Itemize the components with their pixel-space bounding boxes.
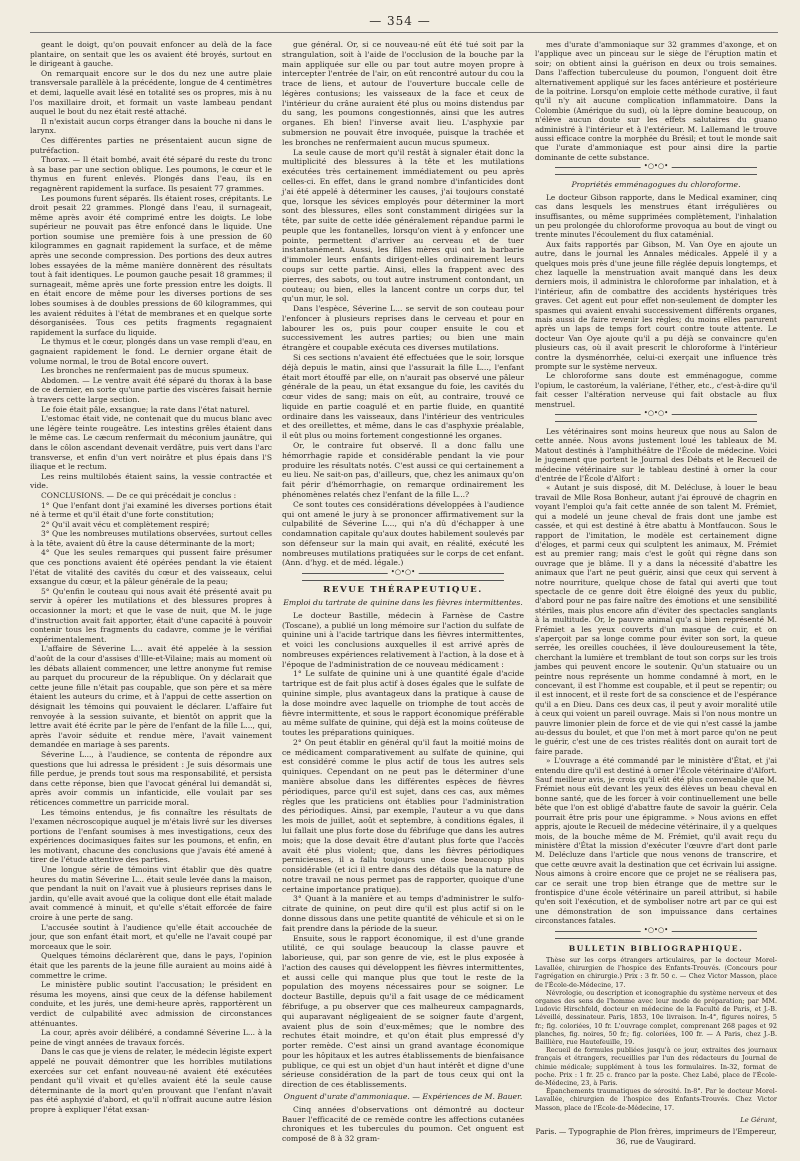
paragraph: 2° Qu'il avait vécu et complètement respiré; (41, 519, 210, 529)
paragraph: 3° Que les nombreuses mutilations observées, surtout celles à la tête, avaient dû être la cause déterminante de la mort; (30, 529, 272, 548)
article-chloroforme (535, 193, 777, 409)
paragraph: Le thymus et le cœur, plongés dans un vase rempli d'eau, en gagnaient rapidement le fond. Le dernier organe était de volume normal, le trou de Botal encore ouvert. (30, 337, 272, 366)
paragraph: Recueil de formules publiées jusqu'à ce jour, extraites des journaux français et étrangers, recueillies par l'un des rédacteurs du Journal de chimie médicale; supplément à tous les formulaires. In-32, format de poche. Prix : 1 fr. 25 c. franco par la poste. Chez Labé, place de l'École-de-Médecine, 23, à Paris. (535, 1046, 777, 1088)
paragraph: « Autant je suis disposé, dit M. Delécluse, à louer le beau travail de Mlle Rosa Bonheur, autant j'ai éprouvé de chagrin en voyant l'emploi qu'a fait cette année de son talent M. Frémiet, qui a modelé un jeune cheval de frais dont une jambe est cassée, et qui est destiné à être abattu à Montfaucon. Sous le rapport de l'imitation, le modèle est certainement digne d'éloges, et parmi ceux qui sculptent les animaux, M. Frémiet est au premier rang; mais c'est le goût qui règne dans son ouvrage que je blâme. Il y a dans la nécessité d'abattre les animaux que l'art ne peut guérir, ainsi que ceux qui servent à notre nourriture, quelque chose de fatal qui averti que tout spectacle de ce genre doit être éloigné des yeux du public, d'abord pour ne pas faire naître des émotions et une sensibilité stériles, mais plus encore afin d'éviter des spectacles sanglants à la multitude. Or, le pauvre animal qu'a si bien représenté M. Frémiet a les yeux couverts d'un masque de cuir, et on s'aperçoit par sa longe comme pour éviter son sort, la queue serrée, les oreilles couchées, il lève douloureusement la tête, cherchant la lumière et tremblant de tout son corps sur les trois jambes qui peuvent encore le soutenir. Qu'un statuaire ou un peintre nous représente un homme condamné à mort, en le concevant, il est l'homme est coupable, et il peut se repentir; ou il est innocent, et il reste fort de sa conscience et de l'espérance qu'il a en Dieu. Dans ces deux cas, il peut y avoir moralité utile à ceux qui voient un pareil ouvrage. Mais si l'on nous montre un pauvre limonier plein de force et de vie qui n'est cassé la jambe au-dessus du boulet, et que l'on met à mort parce qu'on ne peut le guérir, c'est une de ces tristes réalités dont on aurait tort de faire parade. (535, 483, 777, 756)
article-onguent-continued (535, 40, 777, 162)
paragraph: mes d'urate d'ammoniaque sur 32 grammes d'axonge, et on l'applique avec un pinceau sur le siège de l'éruption matin et soir; on obtient ainsi la guérison en deux ou trois semaines. Dans l'affection tuberculeuse du poumon, l'onguent doit être alternativement appliqué sur les faces antérieure et postérieure de la poitrine. Lorsqu'on emploie cette méthode curative, il faut qu'il n'y ait aucune complication inflammatoire. Dans la Colombie (Amérique du sud), où la lèpre domine beaucoup, on n'élève aucun doute sur les effets salutaires du guano administré à l'intérieur et à l'extérieur. M. Lallemand le trouve aussi efficace contre la morphée du Brésil; et tout le monde sait que l'urate d'ammoniaque est pour ainsi dire la partie dominante de cette substance. (535, 40, 777, 162)
paragraph: On remarquait encore sur le dos du nez une autre plaie transversale parallèle à la précédente, longue de 4 centimètres et demi, laquelle avait lésé en totalité ses os propres, mis à nu l'os maxillaire droit, et formait un vaste lambeau pendant auquel le bout du nez était resté attaché. (30, 68, 272, 117)
article-continuation (282, 40, 524, 568)
paragraph: 3° Quant à la manière et au temps d'administrer le sulfo-citrate de quinine, on peut dire qu'il est plus actif si on le donne dissous dans une petite quantité de véhicule et si on le fait prendre dans la période de la sueur. (282, 894, 524, 933)
paragraph: 4° Que les seules remarques qui pussent faire présumer que ces ponctions avaient été opérées pendant la vie étaient l'état de vitalité des cavités du cœur et des vaisseaux, celui exsangue du cœur, et la pâleur générale de la peau; (30, 548, 272, 587)
paragraph: 1° Que l'enfant dont j'ai examiné les diverses portions était né à terme et qu'il était d'une forte constitution; (30, 500, 272, 520)
paragraph: Or, le contraire fut observé. Il a donc fallu une hémorrhagie rapide et considérable pendant la vie pour produire les résultats notés. C'est aussi ce qui certainement a eu lieu. Ne sait-on pas, d'ailleurs, que, chez les animaux qu'on fait périr d'hémorrhagie, on remarque ordinairement les phénomènes relatés chez l'enfant de la fille L...? (282, 441, 524, 499)
article-title-chloroforme: Propriétés emménagogues du chloroforme. (571, 180, 741, 190)
ornament-divider (555, 931, 757, 939)
paragraph: Le docteur Gibson rapporte, dans le Medical examiner, cinq cas dans lesquels les menstrues étant irrégulières ou insuffisantes, ou même supprimées complètement, l'inhalation un peu prolongée du chloroforme provoqua au bout de vingt ou trente minutes l'écoulement du flux cataménial. (535, 192, 777, 240)
paragraph: Névrologie, ou description et iconographie du système nerveux et des organes des sens de l'homme avec leur mode de préparation; par MM. Ludovic Hirschfeld, docteur en médecine de la Faculté de Paris, et J.-B. Léveillé, dessinateur. Paris, 1853, 10e livraison. In-4°, figures noires, 5 fr.; fig. coloriées, 10 fr. L'ouvrage complet, comprenant 268 pages et 92 planches, fig. noires, 50 fr.; fig. coloriées, 100 fr. — A Paris, chez J.-B. Baillière, rue Hautefeuille, 19. (535, 988, 777, 1046)
paragraph: Thorax. — Il était bombé, avait été séparé du reste du tronc à sa base par une section oblique. Les poumons, le cœur et le thymus en furent enlevés. Plongés dans l'eau, ils en regagnèrent rapidement la surface. Ils pesaient 77 grammes. (30, 155, 272, 193)
paragraph: L'estomac était vide, ne contenait que du mucus blanc avec une légère teinte rougeâtre. Les intestins grêles étaient dans le même cas. Le cæcum renfermait du méconium jaunâtre, qui dans le côlon ascendant devenait verdâtre, puis vert dans l'arc transverse, et enfin d'un vert noirâtre et plus épais dans l'S iliaque et le rectum. (30, 414, 272, 472)
ornament-divider (555, 414, 757, 422)
paragraph: Les reins multilobés étaient sains, la vessie contractée et vide. (30, 471, 272, 491)
bulletin-title: BULLETIN BIBLIOGRAPHIQUE. (568, 943, 744, 953)
paragraph: Le chloroforme sans doute est emménagogue, comme l'opium, le castoréum, la valériane, l'éther, etc., c'est-à-dire qu'il fait cesser l'altération nerveuse qui fait obstacle au flux menstruel. (535, 371, 777, 409)
paragraph: Abdomen. — Le ventre avait été séparé du thorax à la base de ce dernier, en sorte qu'une partie des viscères faisait hernie à travers cette large section. (30, 375, 272, 404)
paragraph: geant le doigt, qu'on pouvait enfoncer au delà de la face plantaire, on sentait que les os avaient été broyés, surtout en le dirigeant à gauche. (30, 40, 272, 69)
paragraph: Si ces sections n'avaient été effectuées que le soir, lorsque déjà depuis le matin, ainsi que l'assurait la fille L..., l'enfant était mort étouffé par elle, on n'aurait pas observé une pâleur générale de la peau, un état exsangue du foie, les cavités du cœur vides de sang; mais on eût, au contraire, trouvé ce liquide en partie coagulé et en partie fluide, en quantité ordinaire dans les vaisseaux, dans l'intérieur des ventricules et des oreillettes, et même, dans le cas d'asphyxie préalable, il eût plus ou moins fortement congestionné les organes. (282, 353, 524, 441)
paragraph: Ce sont toutes ces considérations développées à l'audience qui ont amené le jury à se prononcer affirmativement sur la culpabilité de Séverine L..., qui n'a dû d'échapper à une condamnation capitale qu'aux doutes habilement soulevés par son défenseur sur la main qui avait, en réalité, exécuté les nombreuses mutilations pratiquées sur le corps de cet enfant. (Ann. d'hyg. et de méd. légale.) (282, 499, 524, 568)
ornament-divider (555, 167, 757, 175)
paragraph: 5° Qu'enfin le couteau qui nous avait été présenté avait pu servir à opérer les mutilations et des blessures propres à occasionner la mort; et que le vase de nuit, que M. le juge d'instruction avait fait apporter, était d'une capacité à pouvoir contenir tous les fragments du cadavre, comme je le vérifiai expérimentalement. (30, 586, 272, 644)
paragraph: Les poumons furent séparés. Ils étaient roses, crépitants. Le droit pesait 22 grammes. Plongé dans l'eau, il surnageait, même après avoir été comprimé entre les doigts. Le lobe supérieur ne pouvait pas être enfoncé dans le liquide. Une portion soumise une première fois à une pression de 60 kilogrammes en gagnait rapidement la surface, et de même après une seconde compression. Des portions des deux autres lobes essayées de la même manière donnèrent des résultats tout à fait identiques. Le poumon gauche pesait 18 grammes; il surnageait, même après une forte pression entre les doigts. Il en était encore de même pour les diverses portions de ses lobes soumises à de doubles pressions de 60 kilogrammes, qui les avaient réduites à l'état de membranes et en quelque sorte désorganisées. Tous ces petits fragments regagnaient rapidement la surface du liquide. (30, 193, 272, 337)
paragraph: La cour, après avoir délibéré, a condamné Séverine L... à la peine de vingt années de travaux forcés. (30, 1028, 272, 1047)
article-veterinaires (535, 427, 777, 926)
paragraph: Ces différentes parties ne présentaient aucun signe de putréfaction. (30, 135, 272, 155)
paragraph: Épanchements traumatiques de sérosité. In-8°. Par le docteur Morel-Lavallée, chirurgien de l'hospice des Enfants-Trouvés. Chez Victor Masson, place de l'École-de-Médecine, 17. (535, 1087, 777, 1112)
paragraph: Les témoins entendus, je fis connaître les résultats de l'examen nécroscopique auquel je m'étais livré sur les diverses portions de l'enfant soumises à mes investigations, ceux des expériences docimasiques faites sur les poumons, et enfin, en les motivant, chacune des conclusions que j'avais été amené à tirer de l'étude attentive des parties. (30, 807, 272, 865)
article-title-onguent: Onguent d'urate d'ammoniaque. — Expériences de M. Bauer. (283, 1092, 523, 1102)
paragraph: Dans le cas que je viens de relater, le médecin légiste expert appelé ne pouvait démontrer que les horribles mutilations exercées sur cet enfant nouveau-né avaient été exécutées pendant qu'il vivait et qu'elles avaient été la seule cause déterminante de la mort qu'en prouvant que l'enfant n'avait pas été asphyxié d'abord, et qu'il n'offrait aucune autre lésion propre à expliquer l'état exsan- (30, 1047, 272, 1114)
paragraph: Aux faits rapportés par Gibson, M. Van Oye en ajoute un autre, dans le journal les Annales médicales. Appelé il y a quelques mois près d'une jeune fille réglée depuis longtemps, et chez laquelle la menstruation avait manqué dans les deux derniers mois, il administra le chloroforme par inhalation, et à l'intérieur, afin de combattre des accidents hystériques très graves. Cet agent eut pour effet non-seulement de dompter les spasmes qui avaient envahi successivement différents organes, mais aussi de faire revenir les règles; du moins elles parurent après un laps de temps fort court contre toute attente. Le docteur Van Oye ajoute qu'il a pu déjà se convaincre qu'en plusieurs cas, où il avait prescrit le chloroforme à l'intérieur contre la dysménorrhée, celui-ci exerçait une influence très prompte sur le système nerveux. (535, 239, 777, 371)
paragraph: Le foie était pâle, exsangue; la rate dans l'état naturel. (41, 404, 250, 414)
paragraph: Ensuite, sous le rapport économique, il est d'une grande utilité, ce qui soulage beaucoup la classe pauvre et laborieuse, qui, par son genre de vie, est le plus exposée à l'action des causes qui développent les fièvres intermittentes, et aussi celle qui manque plus que tout le reste de la population des moyens nécessaires pour se soigner. Le docteur Bastille, depuis qu'il a fait usage de ce médicament fébrifuge, a pu observer que ces malheureux campagnards, qui auparavant négligeaient de se soigner faute d'argent, avaient plus de soin d'eux-mêmes; que le nombre des rechutes était moindre, et qu'on était plus empressé d'y porter remède. C'est ainsi un grand avantage économique pour les hôpitaux et les autres établissements de bienfaisance publique, ce qui est un objet d'un haut intérêt et digne d'une sérieuse considération de la part de tous ceux qui ont la direction de ces établissements. (282, 933, 524, 1090)
article-title-quinine: Emploi du tartrate de quinine dans les fièvres intermittentes. (283, 597, 523, 607)
paragraph: L'accusée soutint à l'audience qu'elle était accouchée de jour, que son enfant était mort, et qu'elle ne l'avait coupé par morceaux que le soir. (30, 922, 272, 951)
column-right (535, 40, 777, 1146)
paragraph: 1° Le sulfate de quinine uni à une quantité égale d'acide tartrique est de fait plus actif à doses égales que le sulfate de quinine simple, plus avantageux dans la pratique à cause de la dose moindre avec laquelle on triomphe de tout accès de fièvre intermittente, et sous le rapport économique préférable au même sulfate de quinine, qui déjà est la moins coûteuse de toutes les préparations quiniques. (282, 669, 524, 738)
paragraph: 2° On peut établir en général qu'il faut la moitié moins de ce médicament comparativement au sulfate de quinine, qui est considéré comme le plus actif de tous les autres sels quiniques. Cependant on ne peut pas le déterminer d'une manière absolue dans les différentes espèces de fièvres périodiques, parce qu'il est sujet, dans ces cas, aux mêmes règles que les praticiens ont établies pour l'administration des périodiques. Ainsi, par exemple, l'auteur a vu que dans les mois de juillet, août et septembre, à conditions égales, il lui fallait une plus forte dose du fébrifuge que dans les autres mois; que la dose devait être d'autant plus forte que l'accès avait été plus violent; que, dans les fièvres périodiques pernicieuses, il a fallu toujours une dose beaucoup plus considérable (et ici il entre dans des détails que la nature de notre travail ne nous permet pas de rapporter, quoique d'une certaine importance pratique). (282, 737, 524, 894)
paragraph: Dans l'espèce, Séverine L... se servit de son couteau pour l'enfoncer à plusieurs reprises dans le cerveau et pour en labourer les os, puis pour couper ensuite le cou et successivement les autres parties; ou bien une main étrangère et coupable exécuta ces diverses mutilations. (282, 304, 524, 353)
paragraph: Les vétérinaires sont moins heureux que nous au Salon de cette année. Nous avons justement loué les tableaux de M. Matout destinés à l'amphithéâtre de l'École de médecine. Voici le jugement que portent le Journal des Débats et le Recueil de médecine vétérinaire sur le tableau destiné à orner la cour d'entrée de l'École d'Alfort : (535, 427, 777, 484)
article-onguent (282, 1105, 524, 1144)
printer-imprint: Paris. — Typographie de Plon frères, imprimeurs de l'Empereur, 36, rue de Vaugirard. (535, 1127, 777, 1146)
paragraph: L'affaire de Séverine L... avait été appelée à la session d'août de la cour d'assises d'Ille-et-Vilaine; mais au moment où les débats allaient commencer, une lettre anonyme fut remise au parquet du procureur de la république. On y déclarait que cette jeune fille n'était pas coupable, que son père et sa mère étaient les auteurs du crime, et à l'appui de cette assertion on désignait les témoins qui pouvaient le déclarer. L'affaire fut renvoyée à la session suivante, et bientôt on apprit que la lettre avait été écrite par le père de l'enfant de la fille L..., qui, après l'avoir séduite et rendue mère, l'avait vainement demandée en mariage à ses parents. (30, 644, 272, 750)
article-quinine (282, 611, 524, 1090)
paragraph: CONCLUSIONS. — De ce qui précédait je conclus : (41, 490, 237, 500)
paragraph: Quelques témoins déclarèrent que, dans le pays, l'opinion était que les parents de la jeune fille auraient au moins aidé à commettre le crime. (30, 951, 272, 980)
bulletin-entries (535, 956, 777, 1112)
paragraph: Le docteur Bastille, médecin à Farnèse de Castre (Toscane), a publié un long mémoire sur l'action du sulfate de quinine uni à l'acide tartrique dans les fièvres intermittentes, et voici les conclusions auxquelles il est arrivé après de nombreuses expériences relativement à l'action, à la dose et à l'époque de l'administration de ce nouveau médicament : (282, 610, 524, 669)
paragraph: gue général. Or, si ce nouveau-né eût été tué soit par la strangulation, soit à l'aide de l'occlusion de la bouche par la main appliquée sur elle ou par tout autre moyen propre à intercepter l'entrée de l'air, on eût rencontré autour du cou la trace de liens, et autour de l'ouverture buccale celle de légères contusions; les vaisseaux de la face et ceux de l'intérieur du crâne auraient été plus ou moins distendus par du sang, les poumons congestionnés, ainsi que les autres organes. Eh bien! l'inverse avait lieu. L'asphyxie par submersion ne pouvait être invoquée, puisque la trachée et les bronches ne renfermaient aucun mucus spumeux. (282, 40, 524, 147)
column-left (30, 40, 272, 1115)
ornament-divider (302, 573, 504, 581)
paragraph: Une longue série de témoins vint établir que dès quatre heures du matin Séverine L... était seule levée dans la maison, que pendant la nuit on l'avait vue à plusieurs reprises dans le jardin, qu'elle avait avoué que la colique dont elle était malade avait commencé à minuit, et qu'elle s'était efforcée de faire croire à une perte de sang. (30, 865, 272, 923)
gerant-signature: Le Gérant, (740, 1115, 777, 1124)
paragraph: Le ministère public soutint l'accusation; le président en résuma les moyens, ainsi que ceux de la défense habilement conduite, et les jurés, une demi-heure après, rapportèrent un verdict de culpabilité avec admission de circonstances atténuantes. (30, 980, 272, 1028)
column-middle (282, 40, 524, 1144)
paragraph: Il n'existait aucun corps étranger dans la bouche ni dans le larynx. (30, 116, 272, 136)
header-rule (30, 32, 778, 33)
page-number: — 354 — (369, 14, 431, 28)
paragraph: Les bronches ne renfermaient pas de mucus spumeux. (41, 366, 249, 376)
paragraph: Thèse sur les corps étrangers articulaires, par le docteur Morel-Lavallée, chirurgien de l'hospice des Enfants-Trouvés. (Concours pour l'agrégation en chirurgie.) Prix : 3 fr. 50 c. — Chez Victor Masson, place de l'École-de-Médecine, 17. (535, 955, 777, 989)
section-title-revue: REVUE THÉRAPEUTIQUE. (323, 585, 483, 596)
paragraph: » L'ouvrage a été commandé par le ministère d'État, et j'ai entendu dire qu'il est destiné à orner l'École vétérinaire d'Alfort. Sauf meilleur avis, je crois qu'il eût été plus convenable que M. Frémiet nous eût devant les yeux des élèves un beau cheval en bonne santé, que de les forcer à voir continuellement une belle bête que l'on est obligé d'abattre faute de savoir la guérir. Cela pourrait être pris pour une épigramme. » Nous avions en effet appris, ajoute le Recueil de médecine vétérinaire, il y a quelques mois, de la bouche même de M. Frémiet, qu'il avait reçu du ministère d'État la mission d'exécuter l'œuvre d'art dont parle M. Delécluze dans l'article que nous venons de transcrire, et que cette œuvre avait la destination que cet écrivain lui assigne. Nous aimons à croire encore que ce projet ne se réalisera pas, car ce serait une trop bien étrange que de mettre sur le frontispice d'une école vétérinaire un pareil attribut, si habile qu'en soit l'exécution, et de symboliser notre art par ce qui est une démonstration de son impuissance dans certaines circonstances fatales. (535, 756, 777, 926)
paragraph: Cinq années d'observations ont démontré au docteur Bauer l'efficacité de ce remède contre les affections cutanées chroniques et les tubercules du poumon. Cet onguent est composé de 8 à 32 gram- (282, 1104, 524, 1144)
paragraph: Séverine L..., à l'audience, se contenta de répondre aux questions que lui adressa le président : Je suis désormais une fille perdue, je prends tout sous ma responsabilité, et persista dans cette réponse, bien que l'avocat général lui demandât si, après avoir commis un infanticide, elle voulait par ses réticences commettre un parricide moral. (30, 749, 272, 807)
paragraph: La seule cause de mort qu'il restât à signaler était donc la multiplicité des blessures à la tête et les mutilations exécutées très certainement immédiatement ou peu après celles-ci. En effet, dans le grand nombre d'infanticides dont j'ai été appelé à déterminer les causes, j'ai toujours constaté que, lorsque les sévices employés pour déterminer la mort sont des blessures, elles sont constamment dirigées sur la tête, par suite de cette idée généralement répandue parmi le peuple que les fontanelles, lorsqu'on vient à y enfoncer une pointe, permettent d'arriver au cerveau et de tuer instantanément. Aussi, les filles mères qui ont la barbarie d'immoler leurs enfants dirigent-elles ordinairement leurs coups sur cette partie. Ainsi, elles la frappent avec des pierres, des sabots, ou tout autre instrument contondant, un couteau; ou bien, elles la lancent contre un corps dur, tel qu'un mur, le sol. (282, 147, 524, 304)
